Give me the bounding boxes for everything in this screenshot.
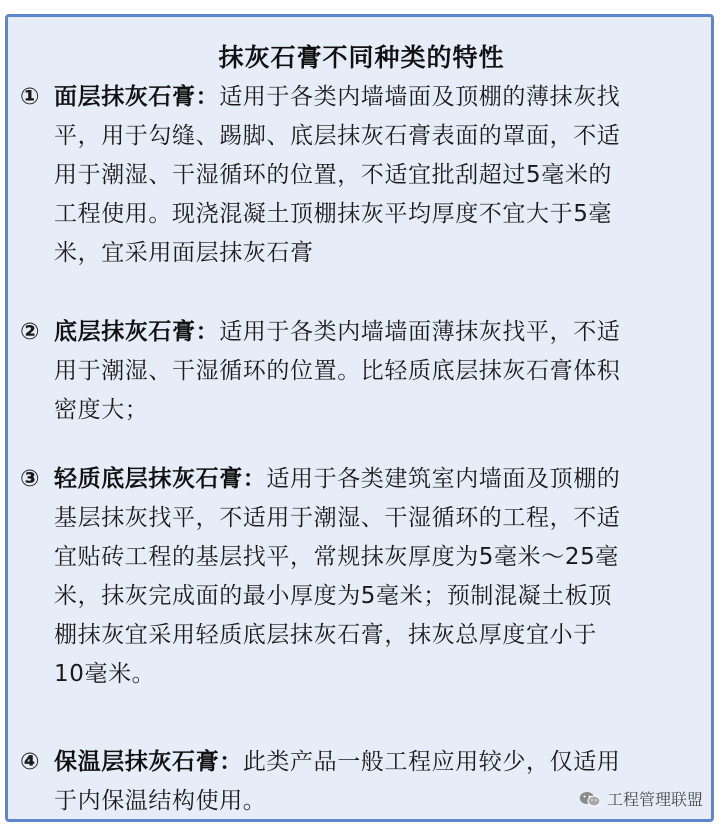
item-text-line: 适用于各类内墙墙面及顶棚的薄抹灰找 — [219, 84, 621, 110]
item-text-line: 米，宜采用面层抹灰石膏 — [54, 240, 314, 266]
item-text-line: 工程使用。现浇混凝土顶棚抹灰平均厚度不宜大于5毫 — [54, 201, 613, 227]
item-text-line: 密度大； — [54, 397, 149, 423]
item-number: ② — [20, 319, 41, 345]
item-text-line: 适用于各类内墙墙面薄抹灰找平，不适 — [219, 319, 621, 345]
item-heading: 轻质底层抹灰石膏： — [54, 466, 267, 492]
item-text-line: 米，抹灰完成面的最小厚度为5毫米；预制混凝土板顶 — [54, 583, 613, 609]
item-heading: 保温层抹灰石膏： — [54, 749, 243, 775]
item-text-line: 用于潮湿、干湿循环的位置，不适宜批刮超过5毫米的 — [54, 162, 613, 188]
page-title: 抹灰石膏不同种类的特性 — [218, 43, 505, 72]
item-heading: 面层抹灰石膏： — [54, 84, 220, 110]
list-item-base-coat — [20, 313, 704, 430]
item-text-line: 棚抹灰宜采用轻质底层抹灰石膏，抹灰总厚度宜小于 — [54, 622, 597, 648]
list-item-finish-coat — [20, 78, 704, 273]
item-text-line: 平，用于勾缝、踢脚、底层抹灰石膏表面的罩面，不适 — [54, 123, 621, 149]
list-item-lightweight-base-coat — [20, 460, 704, 694]
item-number: ④ — [20, 749, 41, 775]
watermark-text: 工程管理联盟 — [606, 790, 703, 809]
item-text-line: 宜贴砖工程的基层找平，常规抹灰厚度为5毫米～25毫 — [54, 544, 619, 570]
item-text-line: 基层抹灰找平，不适用于潮湿、干湿循环的工程，不适 — [54, 505, 621, 531]
item-number: ① — [20, 84, 41, 110]
item-text-line: 用于潮湿、干湿循环的位置。比轻质底层抹灰石膏体积 — [54, 358, 621, 384]
wechat-icon — [579, 791, 601, 807]
item-text-line: 此类产品一般工程应用较少，仅适用 — [242, 749, 621, 775]
item-heading: 底层抹灰石膏： — [54, 319, 220, 345]
item-number: ③ — [20, 466, 41, 492]
item-text-line: 于内保温结构使用。 — [54, 788, 267, 814]
watermark — [579, 787, 703, 810]
item-text-line: 适用于各类建筑室内墙面及顶棚的 — [266, 466, 621, 492]
item-text-line: 10毫米。 — [54, 661, 156, 687]
